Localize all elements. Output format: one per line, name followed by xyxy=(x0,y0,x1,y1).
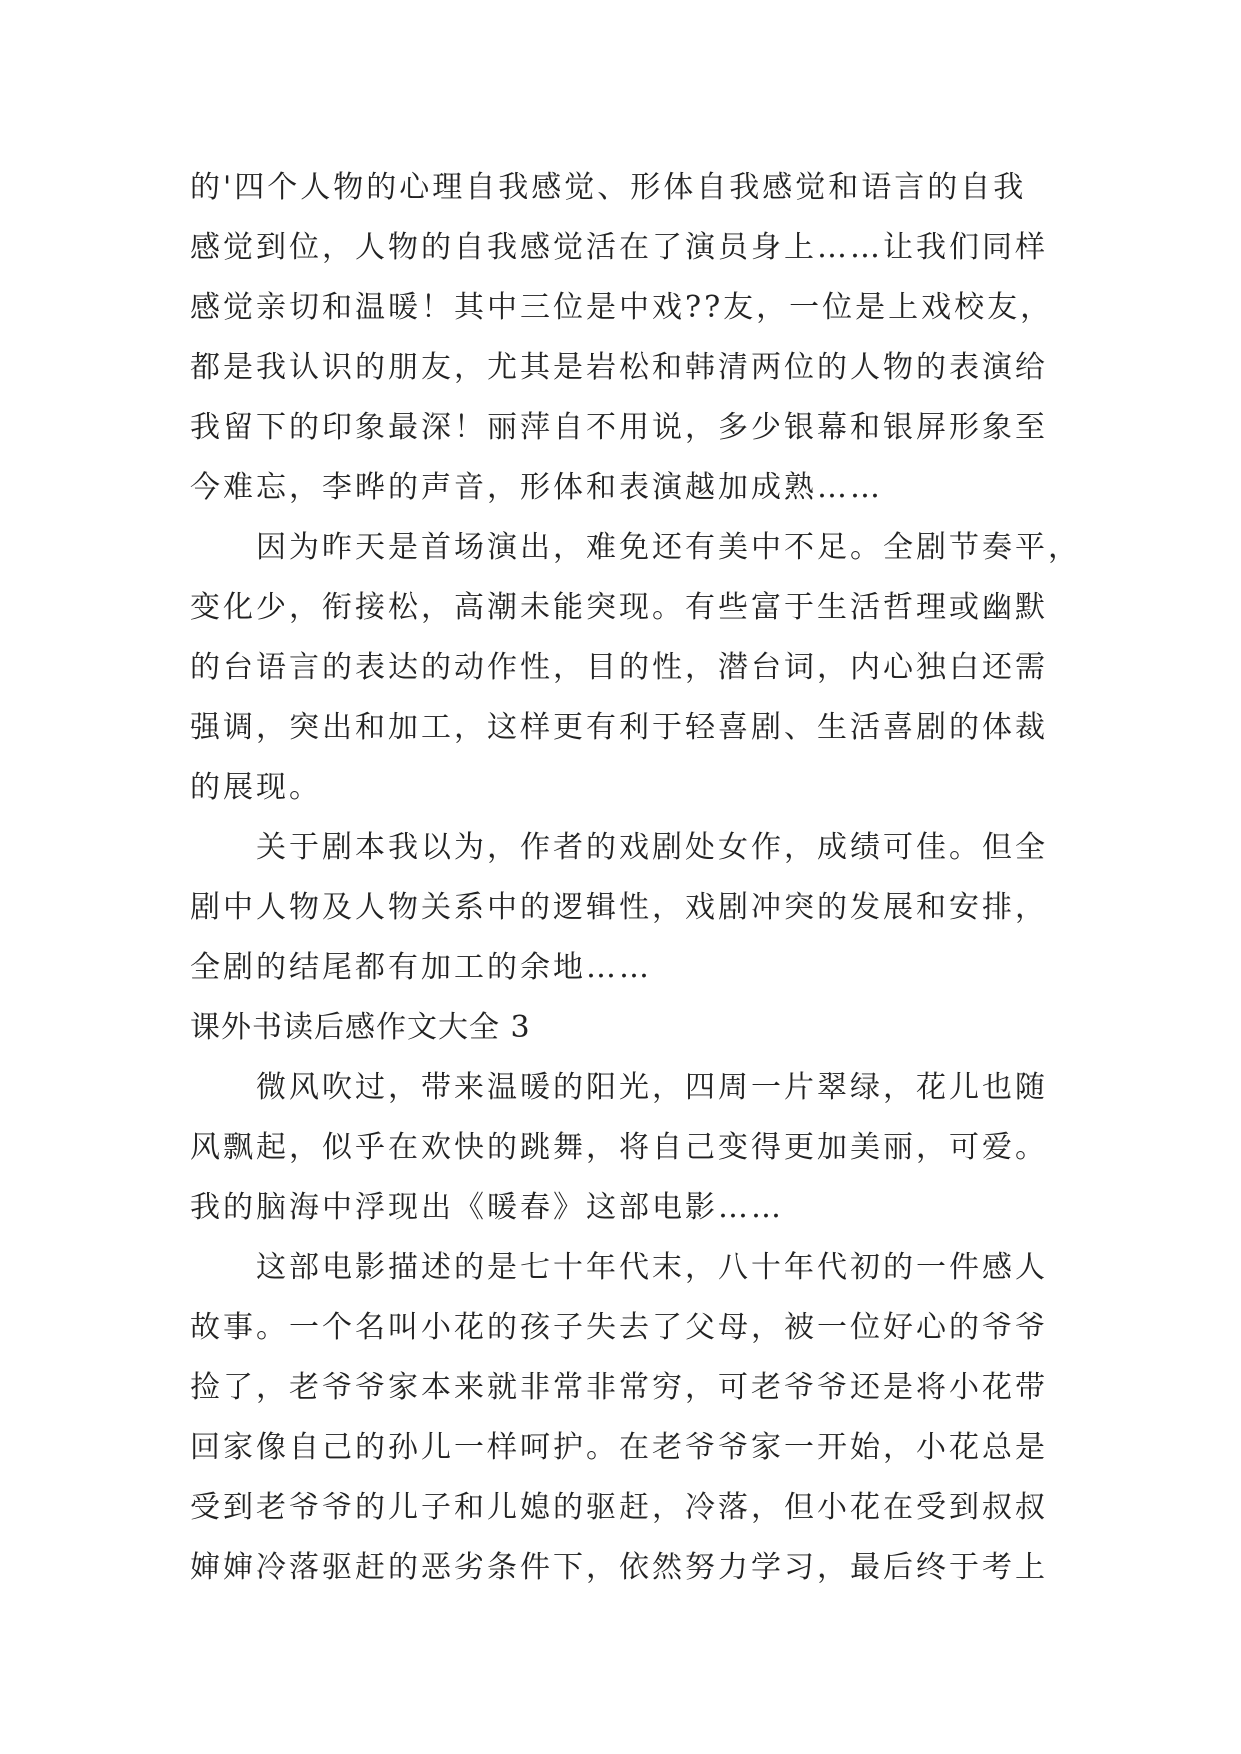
text-line: 我留下的印象最深！丽萍自不用说，多少银幕和银屏形象至 xyxy=(190,410,1048,445)
section-heading: 课外书读后感作文大全 3 xyxy=(190,1010,531,1045)
text-line: 今难忘，李晔的声音，形体和表演越加成熟…… xyxy=(190,470,883,505)
paragraph-first-line: 因为昨天是首场演出，难免还有美中不足。全剧节奏平， xyxy=(256,530,1081,565)
paragraph-first-line: 微风吹过，带来温暖的阳光，四周一片翠绿，花儿也随 xyxy=(256,1070,1048,1105)
text-line: 风飘起，似乎在欢快的跳舞，将自己变得更加美丽，可爱。 xyxy=(190,1130,1048,1165)
text-line: 我的脑海中浮现出《暖春》这部电影…… xyxy=(190,1190,784,1225)
text-line: 剧中人物及人物关系中的逻辑性，戏剧冲突的发展和安排， xyxy=(190,890,1048,925)
text-line: 婶婶冷落驱赶的恶劣条件下，依然努力学习，最后终于考上 xyxy=(190,1550,1048,1585)
text-line: 都是我认识的朋友，尤其是岩松和韩清两位的人物的表演给 xyxy=(190,350,1048,385)
text-line: 的台语言的表达的动作性，目的性，潜台词，内心独白还需 xyxy=(190,650,1048,685)
text-line: 捡了，老爷爷家本来就非常非常穷，可老爷爷还是将小花带 xyxy=(190,1370,1048,1405)
text-line: 故事。一个名叫小花的孩子失去了父母，被一位好心的爷爷 xyxy=(190,1310,1048,1345)
paragraph-first-line: 这部电影描述的是七十年代末，八十年代初的一件感人 xyxy=(256,1250,1048,1285)
text-line: 强调，突出和加工，这样更有利于轻喜剧、生活喜剧的体裁 xyxy=(190,710,1048,745)
document-body xyxy=(190,158,1081,1598)
text-line: 变化少，衔接松，高潮未能突现。有些富于生活哲理或幽默 xyxy=(190,590,1048,625)
paragraph-first-line: 关于剧本我以为，作者的戏剧处女作，成绩可佳。但全 xyxy=(256,830,1048,865)
text-line: 感觉到位，人物的自我感觉活在了演员身上……让我们同样 xyxy=(190,230,1048,265)
text-line: 受到老爷爷的儿子和儿媳的驱赶，冷落，但小花在受到叔叔 xyxy=(190,1490,1048,1525)
text-line: 全剧的结尾都有加工的余地…… xyxy=(190,950,652,985)
text-line: 回家像自己的孙儿一样呵护。在老爷爷家一开始，小花总是 xyxy=(190,1430,1048,1465)
text-line: 的展现。 xyxy=(190,770,322,805)
text-line: 感觉亲切和温暖！其中三位是中戏??友，一位是上戏校友， xyxy=(190,290,1054,325)
text-line: 的'四个人物的心理自我感觉、形体自我感觉和语言的自我 xyxy=(190,170,1027,205)
